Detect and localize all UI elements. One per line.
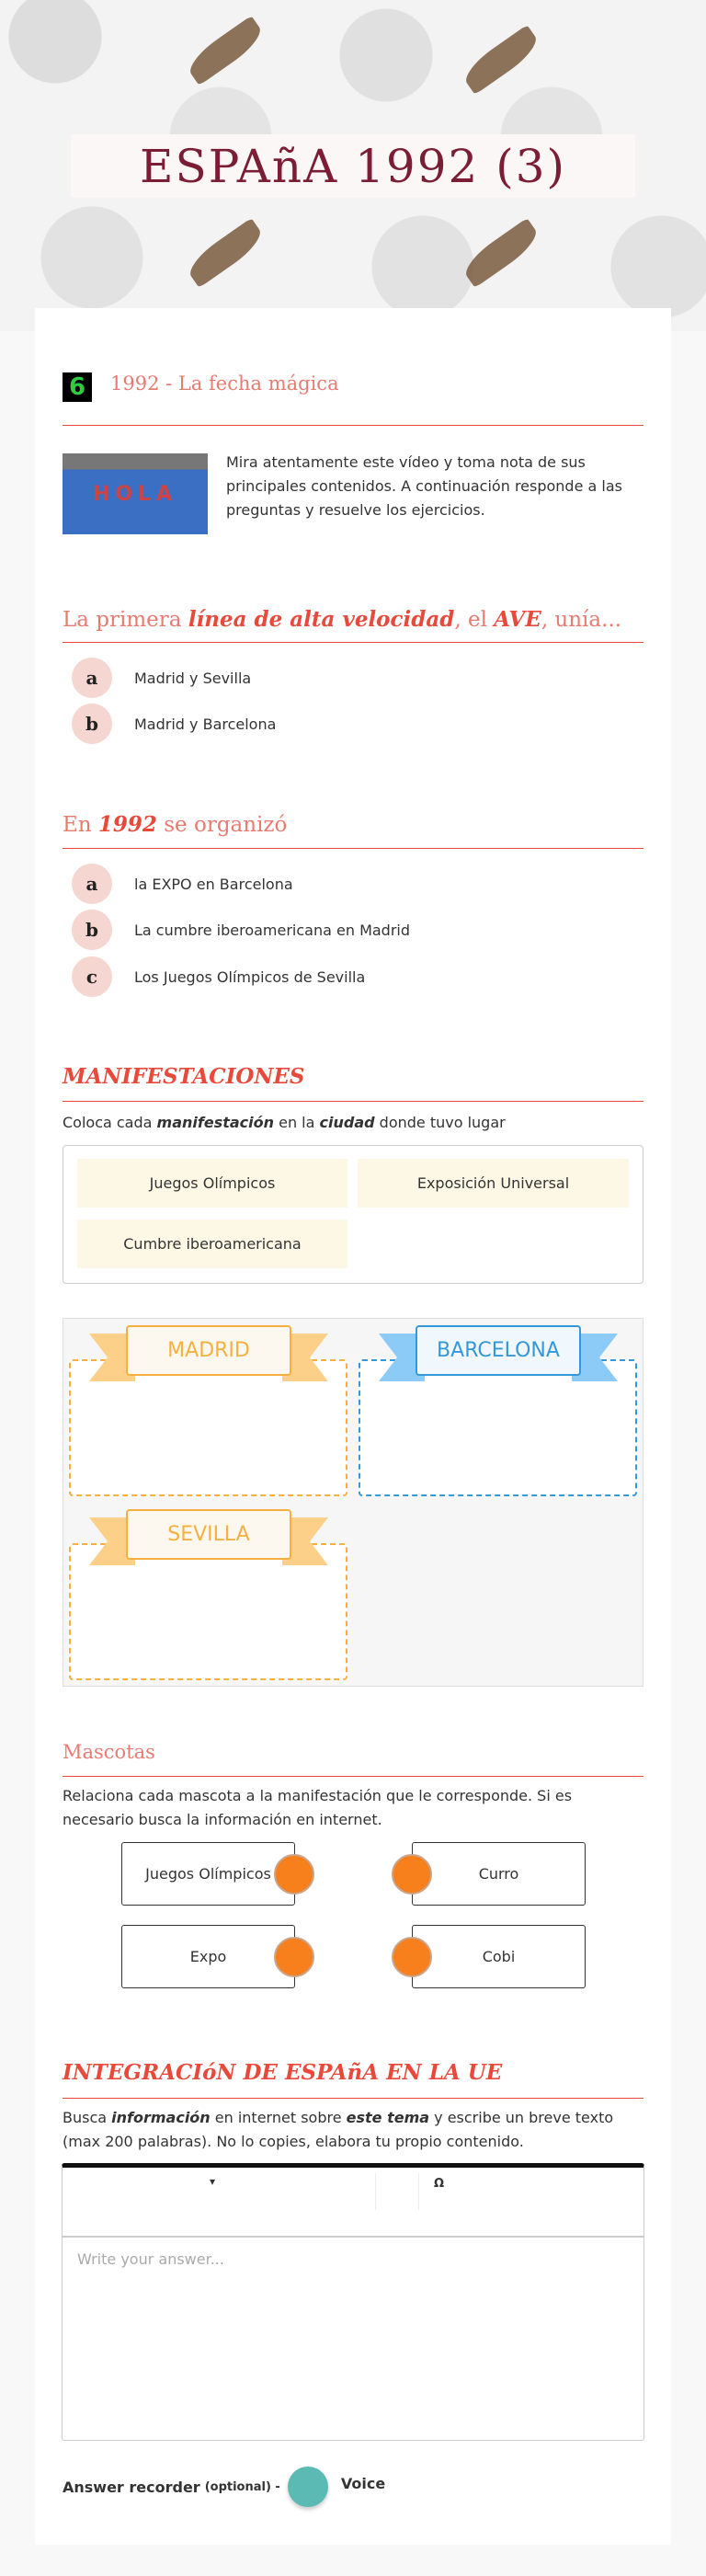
match-item-right[interactable]: Cobi <box>412 1925 586 1988</box>
option-text: la EXPO en Barcelona <box>134 875 293 893</box>
zone-label-sevilla: SEVILLA <box>126 1509 291 1560</box>
question-3-title: MANIFESTACIONES <box>63 1064 305 1089</box>
connector-dot[interactable] <box>392 1937 432 1977</box>
draggable-chip[interactable]: Exposición Universal <box>358 1159 629 1208</box>
divider <box>63 642 643 643</box>
video-description: Mira atentamente este vídeo y toma nota de sus principales contenidos. A continuación responde a las preguntas y resuelve los ejercicios. <box>226 453 622 519</box>
draggable-chip[interactable]: Cumbre iberoamericana <box>77 1219 347 1268</box>
question-3-instruction: Coloca cada manifestación en la ciudad donde tuvo lugar <box>63 1114 506 1131</box>
option-b[interactable] <box>72 704 276 744</box>
recorder-label: Answer recorder <box>63 2478 200 2496</box>
divider <box>63 1101 643 1102</box>
video-thumbnail[interactable]: HOLA <box>63 453 208 534</box>
recorder-optional: (optional) - <box>204 2479 280 2494</box>
voice-label: Voice <box>340 2474 386 2492</box>
match-item-left[interactable]: Expo <box>121 1925 295 1988</box>
question-1-title: La primera línea de alta velocidad, el AVE, unía... <box>63 607 622 632</box>
record-button[interactable] <box>288 2467 328 2507</box>
draggable-chip[interactable]: Juegos Olímpicos <box>77 1159 347 1208</box>
header-banner <box>0 0 706 331</box>
option-a[interactable] <box>72 658 251 698</box>
dropdown-caret-icon[interactable]: ▾ <box>210 2175 216 2188</box>
question-2-title: En 1992 se organizó <box>63 812 288 837</box>
option-letter: c <box>72 956 112 997</box>
divider <box>63 425 643 426</box>
video-title: 1992 - La fecha mágica <box>110 372 339 395</box>
answer-recorder <box>63 2467 385 2507</box>
connector-dot[interactable] <box>274 1937 314 1977</box>
swallow-illustration <box>460 218 543 288</box>
option-letter: b <box>72 704 112 744</box>
option-letter: a <box>72 864 112 904</box>
special-character-icon[interactable]: Ω <box>434 2177 445 2191</box>
question-4-title: Mascotas <box>63 1741 155 1763</box>
divider <box>63 848 643 849</box>
option-text: Madrid y Sevilla <box>134 669 252 687</box>
match-item-right[interactable]: Curro <box>412 1842 586 1906</box>
editor-toolbar <box>63 2168 643 2238</box>
rich-text-editor <box>62 2163 644 2441</box>
swallow-illustration <box>184 16 268 86</box>
question-5-instruction: Busca información en internet sobre este tema y escribe un breve texto (max 200 palabras). No lo copies, elabora tu propio contenido. <box>63 2109 614 2150</box>
zone-label-madrid: MADRID <box>126 1325 291 1376</box>
connector-dot[interactable] <box>392 1854 432 1895</box>
match-item-left[interactable]: Juegos Olímpicos <box>121 1842 295 1906</box>
option-a[interactable] <box>72 864 293 904</box>
option-text: Los Juegos Olímpicos de Sevilla <box>134 967 366 986</box>
zone-label-barcelona: BARCELONA <box>416 1325 581 1376</box>
title-box <box>71 134 635 198</box>
option-text: La cumbre iberoamericana en Madrid <box>134 921 411 939</box>
connector-dot[interactable] <box>274 1854 314 1895</box>
option-b[interactable] <box>72 910 410 950</box>
divider <box>63 2098 643 2099</box>
answer-textarea[interactable]: Write your answer... <box>77 2250 224 2268</box>
toolbar-separator <box>418 2173 419 2210</box>
question-5-title: INTEGRACIóN DE ESPAñA EN LA UE <box>63 2060 503 2085</box>
option-c[interactable] <box>72 956 365 997</box>
page-title: ESPAñA 1992 (3) <box>139 139 567 193</box>
toolbar-separator <box>375 2173 376 2210</box>
option-letter: b <box>72 910 112 950</box>
la-sexta-logo-icon: 6 <box>63 372 92 402</box>
question-4-instruction: Relaciona cada mascota a la manifestación que le corresponde. Si es necesario busca la información en internet. <box>63 1787 573 1828</box>
divider <box>63 1776 643 1777</box>
option-text: Madrid y Barcelona <box>134 715 277 733</box>
swallow-illustration <box>460 25 543 95</box>
option-letter: a <box>72 658 112 698</box>
swallow-illustration <box>184 218 268 288</box>
